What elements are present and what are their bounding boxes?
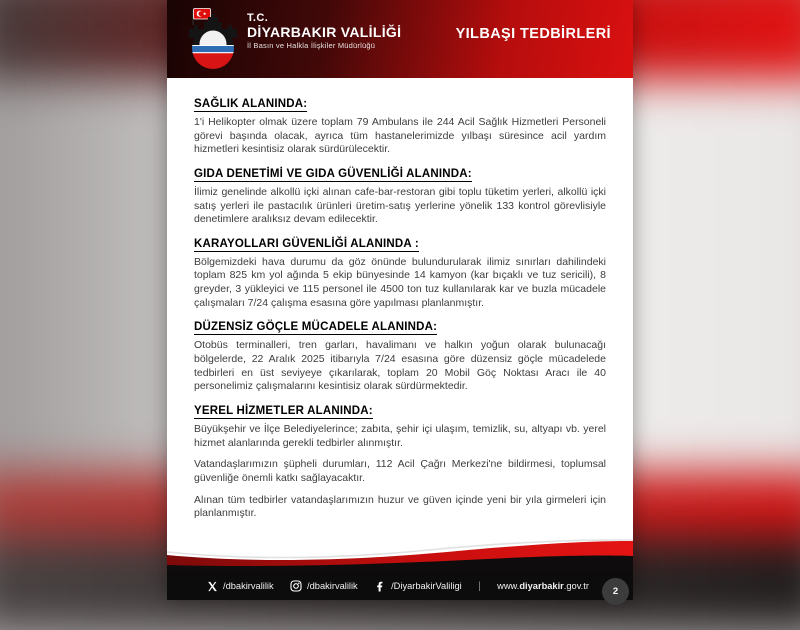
footer-bar: [167, 572, 633, 600]
x-icon: [207, 581, 218, 592]
website-link[interactable]: www.diyarbakir.gov.tr: [497, 581, 589, 591]
section-paragraph: Büyükşehir ve İlçe Belediyelerince; zabıta, şehir içi ulaşım, temizlik, su, altyapı vb. yerel hizmet alanlarında gerekli tedbirler alınmıştır.: [194, 422, 606, 449]
section-paragraph: Alınan tüm tedbirler vatandaşlarımızın huzur ve güven içinde yeni bir yıla girmeleri için planlanmıştır.: [194, 493, 606, 520]
org-subtitle: İl Basın ve Halkla İlişkiler Müdürlüğü: [247, 40, 376, 50]
section-goc: [194, 321, 606, 394]
flyer-content: [167, 78, 633, 532]
social-handle: /DiyarbakirValiligi: [391, 581, 462, 591]
section-gida: [194, 168, 606, 227]
page-header: [167, 0, 633, 78]
section-paragraph: Otobüs terminalleri, tren garları, havalimanı ve halkın yoğun olarak bulunacağı bölgelerde, 22 Aralık 2025 itibarıyla 7/24 esasına göre düzensiz göçle mücadelede tedbirleri en üst seviyeye çıkarılarak, toplam 20 Mobil Göç Noktası Aracı ile 40 personelimiz çalışmalarını kesintisiz olarak sürdürmektedir.: [194, 339, 606, 393]
social-facebook[interactable]: [374, 580, 462, 592]
footer-separator: |: [478, 580, 481, 592]
page-number-badge: 2: [602, 578, 629, 605]
blue-band: [190, 46, 236, 53]
section-paragraph: Vatandaşlarımızın şüpheli durumları, 112 Acil Çağrı Merkezi'ne bildirmesi, toplumsal güvenliğe önemli katkı sağlayacaktır.: [194, 458, 606, 484]
social-handle: /dbakirvalilik: [307, 581, 358, 591]
section-title: DÜZENSİZ GÖÇLE MÜCADELE ALANINDA:: [194, 321, 438, 334]
section-title: SAĞLIK ALANINDA:: [194, 98, 308, 110]
section-paragraph: İlimiz genelinde alkollü içki alınan cafe-bar-restoran gibi toplu tüketim yerleri, alkollü içki satış yerleri ile pastacılık ürünleri üretim-satış yerlerine yönelik 133 kontrol görevlisiyle denetimlere aralıksız devam edilecektir.: [194, 185, 606, 226]
section-paragraph: Bölgemizdeki hava durumu da göz önünde bulundurularak ilimiz sınırları dahilindeki toplam 825 km yol ağında 5 ekip bünyesinde 14 kamyon (kar bıçaklı ve tuz sericili), 8 greyder, 3 yükleyici ve 115 personel ile 4500 ton tuz kullanılarak kar ve buzla mücadele çalışmaları 7/24 çalışma esasına göre yapılması planlanmıştır.: [194, 255, 606, 309]
diyarbakir-emblem-icon: [183, 7, 243, 71]
instagram-icon: [290, 580, 302, 592]
section-paragraph: 1'i Helikopter olmak üzere toplam 79 Ambulans ile 244 Acil Sağlık Hizmetleri Personeli görevi başında olacak, ayrıca tüm hastanelerimizde yılbaşı süresince acil yardım hizmetleri kesintisiz olarak sürdürülecektir.: [194, 116, 606, 156]
section-saglik: [194, 98, 606, 157]
section-title: GIDA DENETİMİ VE GIDA GÜVENLİĞİ ALANINDA:: [194, 167, 472, 180]
section-title: YEREL HİZMETLER ALANINDA:: [194, 404, 373, 417]
section-title: KARAYOLLARI GÜVENLİĞİ ALANINDA :: [194, 237, 419, 250]
red-base: [190, 53, 236, 71]
section-karayollari: [194, 238, 606, 311]
wave-decoration: [167, 516, 633, 572]
facebook-icon: [374, 580, 386, 592]
org-identity: [247, 13, 401, 50]
section-yerel: [194, 405, 606, 521]
social-x[interactable]: [207, 581, 274, 592]
flyer-page: [167, 0, 633, 600]
org-name: DİYARBAKIR VALİLİĞİ: [247, 23, 402, 40]
document-title: YILBAŞI TEDBİRLERİ: [455, 26, 611, 42]
social-instagram[interactable]: [290, 580, 358, 592]
org-prefix: T.C.: [247, 12, 269, 24]
social-handle: /dbakirvalilik: [223, 581, 274, 591]
